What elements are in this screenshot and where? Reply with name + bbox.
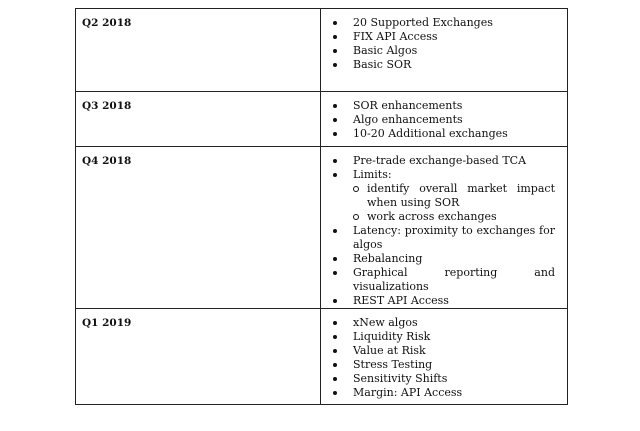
quarter-label: Q3 2018 (76, 92, 321, 147)
list-item: FIX API Access (353, 30, 555, 44)
feature-list (331, 316, 555, 400)
table-row-q1-2019 (76, 309, 568, 405)
feature-list (331, 99, 555, 141)
list-item: Rebalancing (353, 252, 555, 266)
quarter-label: Q1 2019 (76, 309, 321, 405)
list-item: Pre-trade exchange-based TCA (353, 154, 555, 168)
list-item (353, 168, 555, 224)
quarter-label: Q2 2018 (76, 9, 321, 92)
feature-list (331, 154, 555, 308)
feature-list-cell (321, 309, 568, 405)
quarter-label: Q4 2018 (76, 147, 321, 309)
sub-list (353, 182, 555, 224)
feature-list (331, 16, 555, 72)
list-item: SOR enhancements (353, 99, 555, 113)
table-row-q2-2018 (76, 9, 568, 92)
list-item: Basic SOR (353, 58, 555, 72)
feature-list-cell (321, 9, 568, 92)
list-item: 10-20 Additional exchanges (353, 127, 555, 141)
list-item: Sensitivity Shifts (353, 372, 555, 386)
list-item: REST API Access (353, 294, 555, 308)
feature-list-cell (321, 92, 568, 147)
list-item: Basic Algos (353, 44, 555, 58)
sub-list-item: work across exchanges (367, 210, 555, 224)
list-item: Stress Testing (353, 358, 555, 372)
list-item: xNew algos (353, 316, 555, 330)
list-item: Value at Risk (353, 344, 555, 358)
feature-list-cell (321, 147, 568, 309)
list-item: Liquidity Risk (353, 330, 555, 344)
list-item: Algo enhancements (353, 113, 555, 127)
roadmap-table (75, 8, 568, 405)
table-row-q3-2018 (76, 92, 568, 147)
sub-list-item: identify overall market impact when using SOR (367, 182, 555, 209)
list-item: 20 Supported Exchanges (353, 16, 555, 30)
list-item-label: Limits: (353, 168, 392, 181)
list-item: Margin: API Access (353, 386, 555, 400)
list-item: Graphical reporting and visualizations (353, 266, 555, 293)
list-item: Latency: proximity to exchanges for algos (353, 224, 555, 251)
table-row-q4-2018 (76, 147, 568, 309)
